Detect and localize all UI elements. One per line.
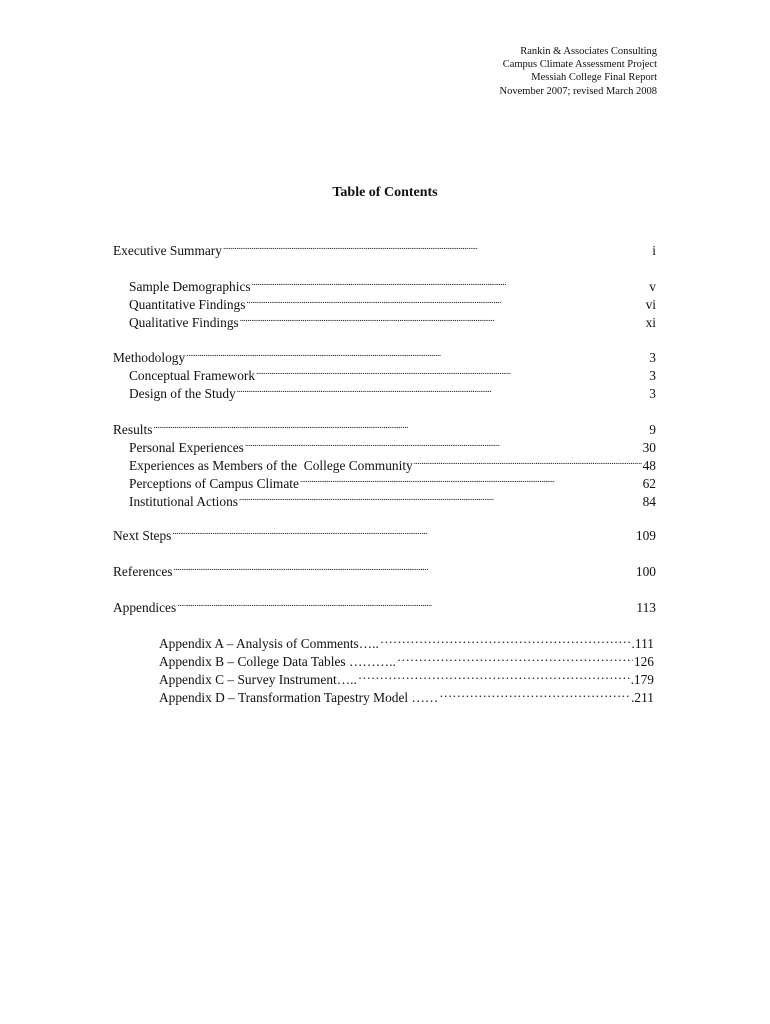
toc-entry-appendices <box>113 594 656 617</box>
toc-leader <box>414 452 642 470</box>
toc-page: 113 <box>636 600 656 615</box>
toc-label: Appendix C – Survey Instrument….. <box>159 672 357 687</box>
toc-label: Appendix A – Analysis of Comments….. <box>159 636 379 651</box>
toc-label: Conceptual Framework <box>129 368 256 383</box>
toc-leader <box>397 648 633 666</box>
toc-label: Personal Experiences <box>129 440 244 455</box>
page-title: Table of Contents <box>332 185 438 200</box>
toc-label: Institutional Actions <box>129 494 238 509</box>
toc-entry-appendix-d <box>159 684 654 707</box>
toc-page: 126 <box>633 654 654 669</box>
toc-leader <box>153 416 648 434</box>
toc-leader <box>245 434 642 452</box>
toc-leader <box>246 291 644 309</box>
toc-page: xi <box>645 315 656 330</box>
toc-label: Next Steps <box>113 528 172 543</box>
toc-label: Executive Summary <box>113 243 222 258</box>
toc-entry-executive-summary <box>113 237 656 260</box>
toc-page: i <box>652 243 656 258</box>
toc-leader <box>237 380 649 398</box>
toc-page: 30 <box>642 440 656 455</box>
header-report: Messiah College Final Report <box>531 72 657 84</box>
toc-leader <box>252 273 649 291</box>
toc-leader <box>223 237 651 255</box>
toc-page: .211 <box>631 690 654 705</box>
toc-page: 100 <box>635 564 656 579</box>
toc-label: Appendix B – College Data Tables ……….. <box>159 654 396 669</box>
toc-leader <box>239 488 642 506</box>
toc-page: 3 <box>649 368 656 383</box>
toc-entry-institutional-actions <box>129 488 656 511</box>
toc-leader <box>186 344 648 362</box>
toc-label: Experiences as Members of the College Community <box>129 458 413 473</box>
toc-leader <box>358 666 630 684</box>
toc-label: Appendix D – Transformation Tapestry Model …… <box>159 690 439 705</box>
toc-label: Qualitative Findings <box>129 315 239 330</box>
toc-leader <box>256 362 648 380</box>
toc-leader <box>380 630 631 648</box>
toc-label: Design of the Study <box>129 386 236 401</box>
toc-entry-design-of-study <box>129 380 656 403</box>
toc-page: 9 <box>649 422 656 437</box>
toc-page: 48 <box>642 458 656 473</box>
toc-page: 84 <box>642 494 656 509</box>
toc-entry-next-steps <box>113 522 656 545</box>
toc-entry-references <box>113 558 656 581</box>
toc-page: v <box>649 279 656 294</box>
toc-leader <box>240 309 645 327</box>
header-project: Campus Climate Assessment Project <box>502 59 657 71</box>
toc-label: Methodology <box>113 350 186 365</box>
toc-entry-qualitative-findings <box>129 309 656 332</box>
toc-leader <box>173 558 634 576</box>
header-date: November 2007; revised March 2008 <box>499 85 657 97</box>
toc-page: .179 <box>630 672 654 687</box>
header-consultant: Rankin & Associates Consulting <box>520 46 657 57</box>
toc-label: Sample Demographics <box>129 279 251 294</box>
toc-leader <box>439 684 630 702</box>
toc-leader <box>300 470 642 488</box>
toc-leader <box>172 522 635 540</box>
toc-page: 109 <box>635 528 656 543</box>
toc-label: Results <box>113 422 153 437</box>
toc-page: vi <box>645 297 656 312</box>
toc-label: Quantitative Findings <box>129 297 246 312</box>
toc-label: References <box>113 564 173 579</box>
toc-leader <box>177 594 635 612</box>
toc-page: 3 <box>649 350 656 365</box>
toc-page: .111 <box>631 636 654 651</box>
toc-label: Appendices <box>113 600 177 615</box>
toc-page: 62 <box>642 476 656 491</box>
toc-page: 3 <box>649 386 656 401</box>
toc-label: Perceptions of Campus Climate <box>129 476 299 491</box>
